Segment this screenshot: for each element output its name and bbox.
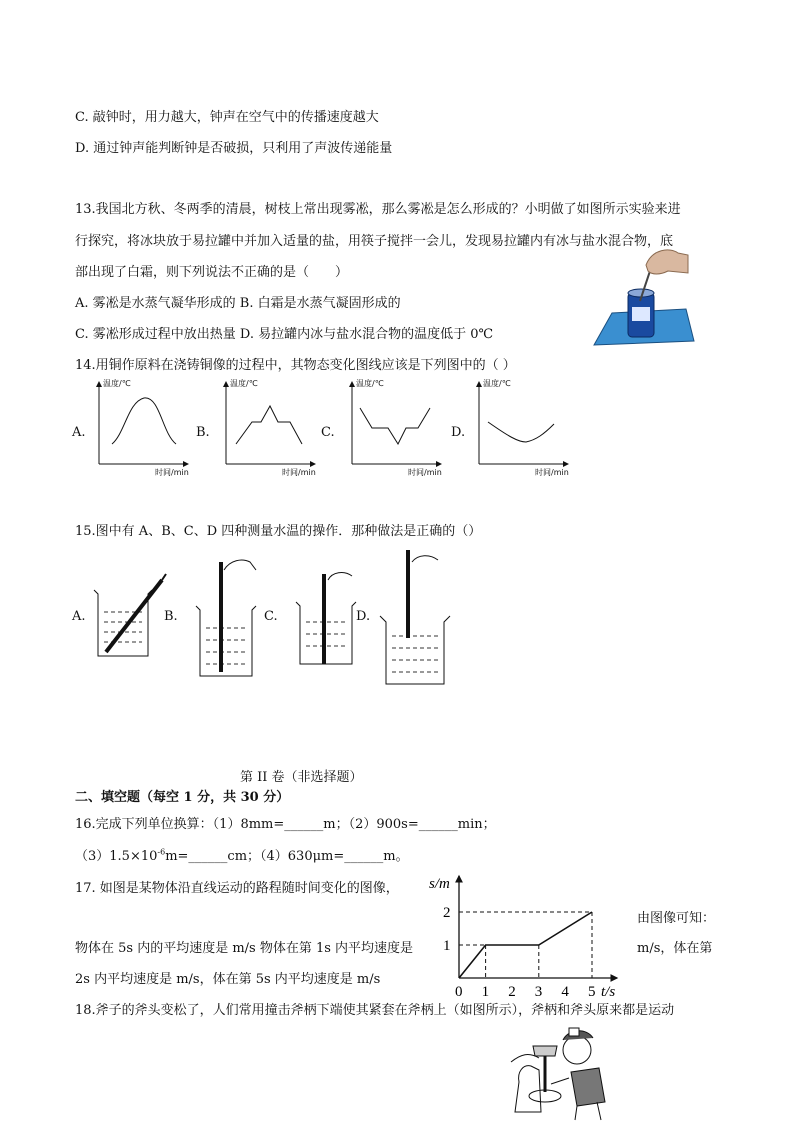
q13-stem-line2: 行探究，将冰块放于易拉罐中并加入适量的盐，用筷子搅拌一会儿，发现易拉罐内有冰与盐水混合物，底: [75, 234, 674, 249]
beaker-a-label: A.: [72, 609, 86, 624]
q16-line1: 16.完成下列单位换算：（1）8mm=______m；（2）900s=______min；: [75, 817, 496, 832]
axe-cartoon-figure: [505, 1022, 620, 1122]
graph-d-label: D.: [451, 425, 466, 440]
beaker-d-label: D.: [356, 609, 371, 624]
graph-d-ylabel: 温度/℃: [483, 379, 511, 388]
beaker-c-label: C.: [264, 609, 278, 624]
q15-stem: 15.图中有 A、B、C、D 四种测量水温的操作．那种做法是正确的（）: [75, 524, 482, 539]
graph-c-xlabel: 时间/min: [408, 468, 442, 477]
graph-a-xlabel: 时间/min: [155, 468, 189, 477]
q13-options-ab: A. 雾凇是水蒸气凝华形成的 B. 白霜是水蒸气凝固形成的: [75, 296, 401, 311]
st-xtick-5: 5: [588, 984, 596, 1000]
graph-c-label: C.: [321, 425, 335, 440]
st-ytick-2: 2: [443, 905, 451, 921]
st-xtick-4: 4: [561, 984, 569, 1000]
section-title: 第 II 卷（非选择题）: [240, 770, 363, 785]
graph-c-curve: [360, 408, 430, 444]
can-experiment-figure: [590, 245, 700, 355]
beaker-b-label: B.: [164, 609, 178, 624]
graph-b-ylabel: 温度/℃: [230, 379, 258, 388]
graph-d-curve: [488, 422, 554, 442]
st-xtick-3: 3: [534, 984, 543, 1000]
q12-option-c: C. 敲钟时，用力越大，钟声在空气中的传播速度越大: [75, 110, 379, 125]
q12-option-d: D. 通过钟声能判断钟是否破损，只利用了声波传递能量: [75, 141, 393, 156]
q17-line2-right: m/s，体在第: [637, 941, 713, 956]
graph-d-xlabel: 时间/min: [535, 468, 569, 477]
st-xtick-2: 2: [508, 984, 516, 1000]
q13-options-cd: C. 雾凇形成过程中放出热量 D. 易拉罐内冰与盐水混合物的温度低于 0℃: [75, 327, 494, 342]
q15-beakers: [70, 548, 450, 693]
st-chart: [425, 870, 625, 1000]
q13-stem-line1: 13.我国北方秋、冬两季的清晨，树枝上常出现雾凇，那么雾凇是怎么形成的？小明做了如图所示实验来进: [75, 202, 681, 217]
q13-stem-line3: 部出现了白霜，则下列说法不正确的是（ ）: [75, 265, 349, 280]
q17-line3: 2s 内平均速度是 m/s，体在第 5s 内平均速度是 m/s: [75, 972, 381, 987]
q18-line1: 18.斧子的斧头变松了，人们常用撞击斧柄下端使其紧套在斧柄上（如图所示），斧柄和斧头原来都是运动: [75, 1003, 675, 1018]
q14-stem: 14.用铜作原料在浇铸铜像的过程中，其物态变化图线应该是下列图中的（ ）: [75, 358, 516, 373]
section-heading: 二、填空题（每空 1 分，共 30 分）: [75, 790, 290, 805]
st-xtick-0: 0: [455, 984, 463, 1000]
graph-a-curve: [112, 398, 176, 444]
st-ylabel: s/m: [429, 876, 450, 892]
q17-line1-right: 由图像可知：: [637, 911, 716, 926]
graph-b-xlabel: 时间/min: [282, 468, 316, 477]
st-series-line: [459, 912, 592, 978]
q16-line2: $(3)1.5\times 10^{-6}m=\_\_\_\_\_\_cm$；（4）630μm=______m。: [75, 847, 409, 864]
st-xlabel: t/s: [601, 984, 616, 1000]
q17-line1: 17. 如图是某物体沿直线运动的路程随时间变化的图像，: [75, 881, 399, 896]
graph-b-curve: [236, 406, 302, 444]
st-ytick-1: 1: [443, 938, 451, 954]
graph-a-ylabel: 温度/℃: [103, 379, 131, 388]
graph-c-ylabel: 温度/℃: [356, 379, 384, 388]
st-xtick-1: 1: [481, 984, 490, 1000]
q17-line2: 物体在 5s 内的平均速度是 m/s 物体在第 1s 内平均速度是: [75, 941, 414, 956]
graph-a-label: A.: [72, 425, 86, 440]
graph-b-label: B.: [196, 425, 210, 440]
